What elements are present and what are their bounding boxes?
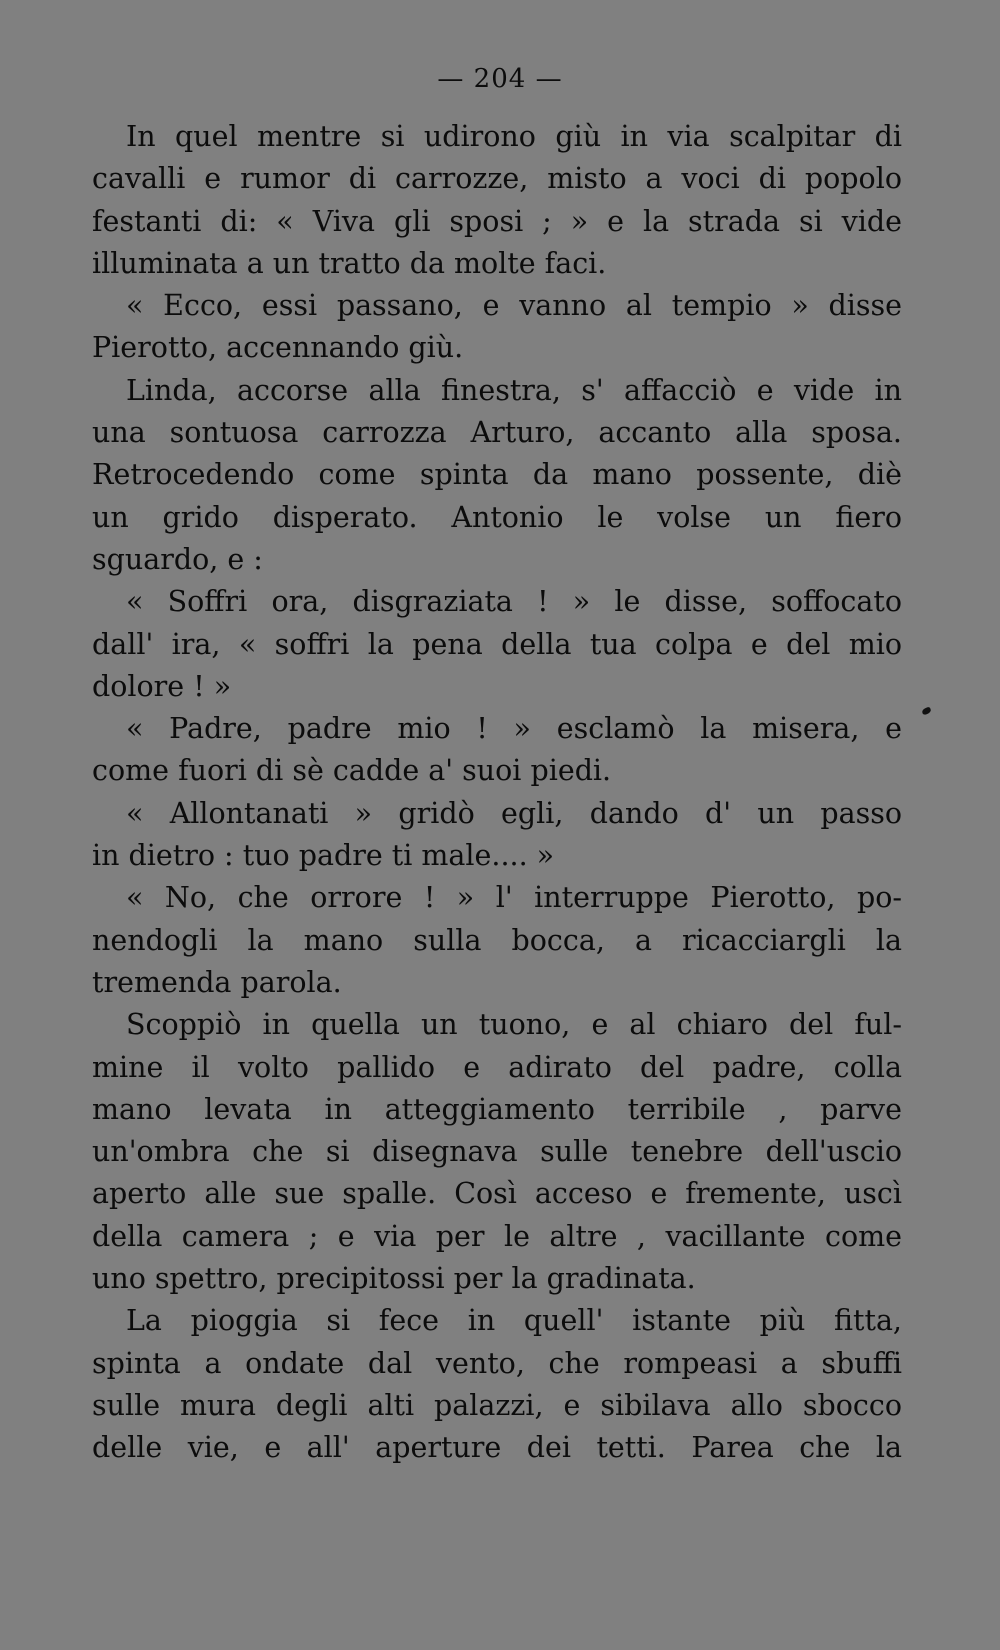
ink-speck	[921, 706, 932, 715]
text-line: uno spettro, precipitossi per la gradinata.	[92, 1262, 696, 1296]
text-line: In quel mentre si udirono giù in via scalpitar di	[126, 120, 902, 153]
text-line: festanti di: « Viva gli sposi ; » e la strada si vide	[92, 204, 902, 238]
text-line: un grido disperato. Antonio le volse un fiero	[92, 500, 902, 534]
text-line: illuminata a un tratto da molte faci.	[92, 246, 607, 280]
text-line: come fuori di sè cadde a' suoi piedi.	[92, 754, 612, 788]
text-line: nendogli la mano sulla bocca, a ricacciargli la	[92, 923, 902, 957]
body-text	[92, 116, 902, 1470]
text-line: dall' ira, « soffri la pena della tua colpa e del mio	[92, 627, 902, 661]
text-line: Linda, accorse alla finestra, s' affacciò e vide in	[126, 373, 902, 407]
text-line: Retrocedendo come spinta da mano possente, diè	[92, 458, 902, 492]
text-line: Scoppiò in quella un tuono, e al chiaro del ful-	[126, 1008, 902, 1042]
text-line: mine il volto pallido e adirato del padre, colla	[92, 1050, 902, 1084]
text-line: La pioggia si fece in quell' istante più fitta,	[126, 1304, 902, 1338]
text-line: dolore ! »	[92, 669, 232, 703]
text-line: della camera ; e via per le altre , vacillante come	[92, 1219, 902, 1253]
text-line: sulle mura degli alti palazzi, e sibilava allo sbocco	[92, 1388, 902, 1422]
text-line: « Ecco, essi passano, e vanno al tempio » disse	[126, 289, 902, 323]
text-line: mano levata in atteggiamento terribile , parve	[92, 1092, 902, 1126]
text-line: spinta a ondate dal vento, che rompeasi a sbuffi	[92, 1346, 902, 1380]
text-line: « No, che orrore ! » l' interruppe Pierotto, po-	[126, 881, 902, 915]
text-line: « Padre, padre mio ! » esclamò la misera, e	[126, 712, 902, 746]
text-line: « Soffri ora, disgraziata ! » le disse, soffocato	[126, 585, 902, 619]
text-line: « Allontanati » gridò egli, dando d' un passo	[126, 796, 902, 830]
text-line: Pierotto, accennando giù.	[92, 331, 464, 365]
text-line: un'ombra che si disegnava sulle tenebre dell'uscio	[92, 1135, 902, 1169]
text-line: sguardo, e :	[92, 542, 263, 576]
text-line: cavalli e rumor di carrozze, misto a voci di popolo	[92, 162, 902, 196]
page-number: — 204 —	[437, 64, 563, 94]
text-line: tremenda parola.	[92, 965, 342, 999]
text-line: aperto alle sue spalle. Così acceso e fremente, uscì	[92, 1177, 902, 1211]
text-line: delle vie, e all' aperture dei tetti. Parea che la	[92, 1431, 902, 1465]
text-line: in dietro : tuo padre ti male.... »	[92, 839, 555, 873]
text-line: una sontuosa carrozza Arturo, accanto alla sposa.	[92, 416, 902, 450]
